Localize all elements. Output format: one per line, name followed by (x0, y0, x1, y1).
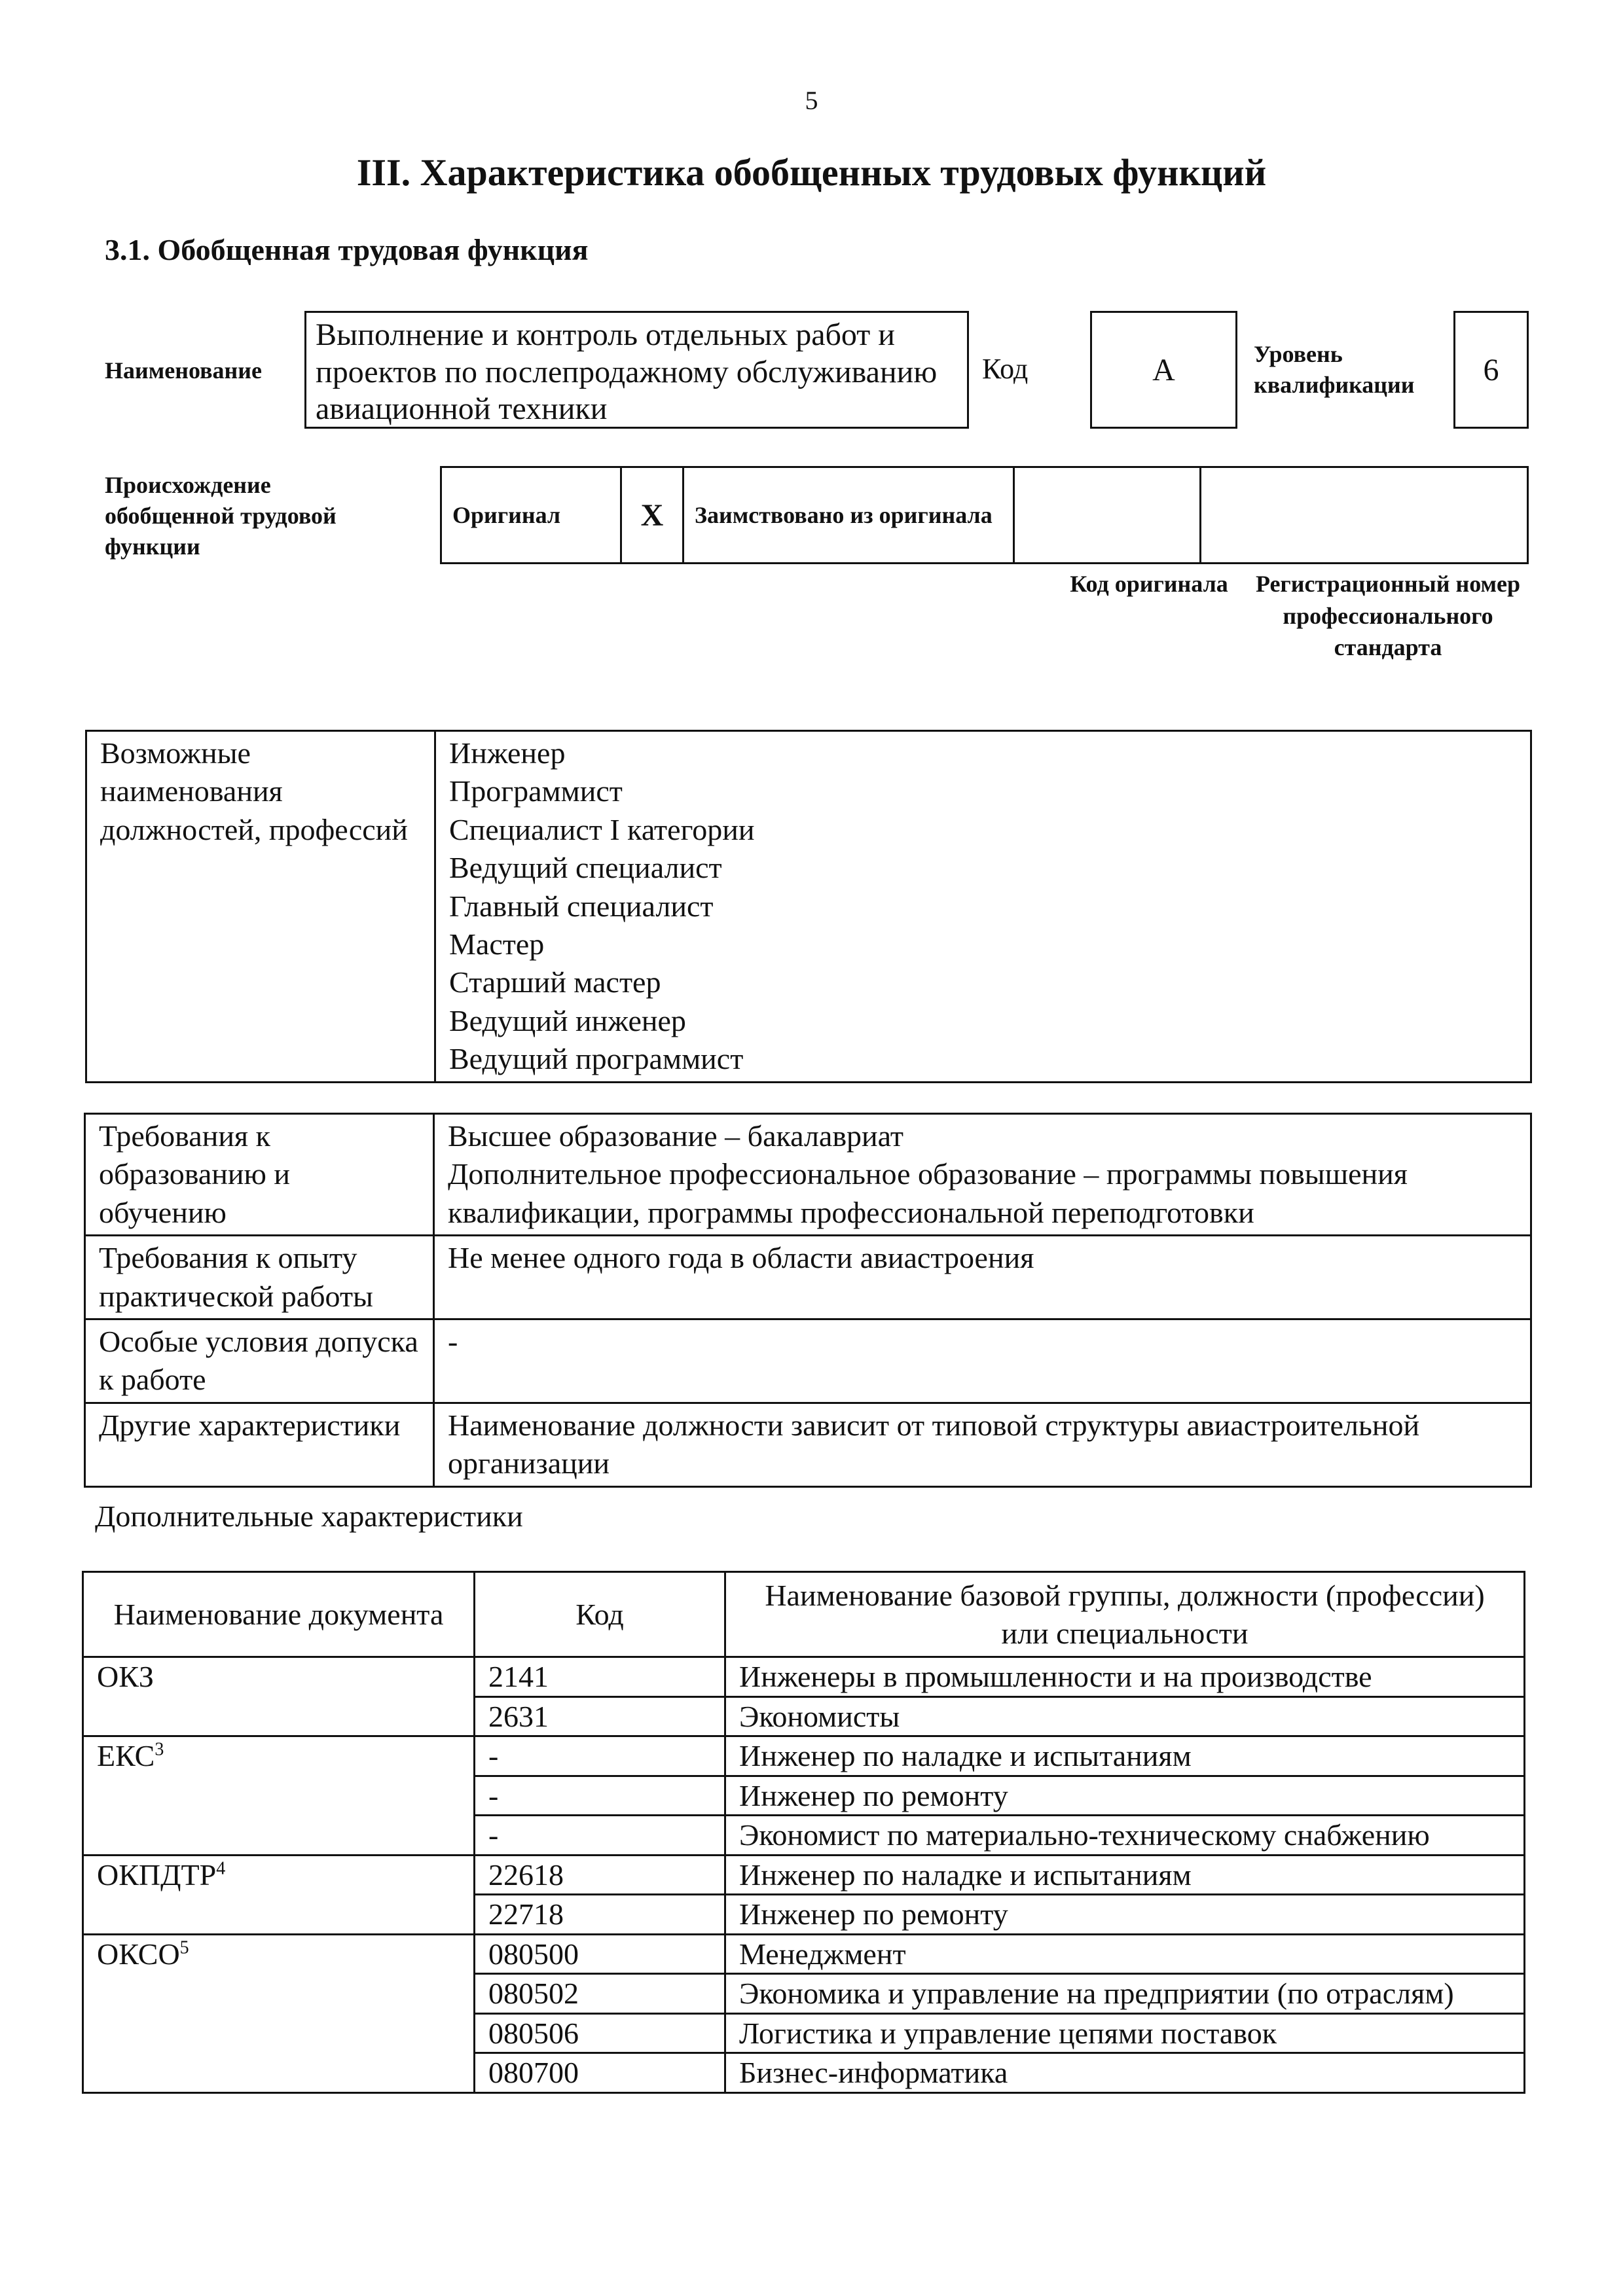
page-number: 5 (805, 86, 818, 115)
additional-heading: Дополнительные характеристики (95, 1499, 523, 1533)
requirement-label: Требования к образованию и обучению (85, 1114, 434, 1236)
document-name (83, 1934, 475, 2092)
function-name-box: Выполнение и контроль отдельных работ и проектов по послепродажному обслуживанию авиационной техники (304, 311, 969, 429)
list-item: Ведущий программист (449, 1042, 744, 1076)
original-code-cell (1014, 467, 1201, 564)
footnote-mark: 4 (216, 1858, 226, 1879)
list-item: Программист (449, 774, 623, 808)
document-name (83, 1736, 475, 1856)
requirement-line: Высшее образование – бакалавриат (448, 1119, 903, 1153)
positions-table (85, 730, 1532, 1083)
document-label: ОКЗ (97, 1660, 154, 1693)
document-label: ЕКС (97, 1739, 155, 1772)
code-cell: - (475, 1776, 725, 1816)
requirements-table (84, 1113, 1532, 1488)
table-row (83, 1934, 1525, 1974)
list-item: Ведущий инженер (449, 1003, 686, 1037)
requirement-value: Не менее одного года в области авиастроения (434, 1236, 1531, 1319)
footnote-mark: 5 (179, 1937, 189, 1958)
code-cell: 22618 (475, 1855, 725, 1895)
code-cell: 080500 (475, 1934, 725, 1974)
codes-table (82, 1571, 1525, 2094)
table-row (85, 1114, 1531, 1236)
table-row (85, 1403, 1531, 1486)
reg-number-cell (1201, 467, 1528, 564)
group-name-cell: Инженеры в промышленности и на производстве (725, 1657, 1525, 1697)
document-label: ОКСО (97, 1937, 180, 1971)
original-mark: X (621, 467, 684, 564)
group-name-cell: Бизнес-информатика (725, 2053, 1525, 2093)
origin-label: Происхождение обобщенной трудовой функции (105, 472, 337, 560)
group-name-cell: Менеджмент (725, 1934, 1525, 1974)
name-label: Наименование (105, 357, 262, 384)
code-cell: 22718 (475, 1895, 725, 1935)
requirement-line: Дополнительное профессиональное образование – программы повышения квалификации, программы профессиональной переподготовки (448, 1157, 1408, 1229)
requirement-label: Особые условия допуска к работе (85, 1319, 434, 1403)
group-name-cell: Экономист по материально-техническому снабжению (725, 1816, 1525, 1856)
code-cell: 2141 (475, 1657, 725, 1697)
group-name-cell: Экономисты (725, 1696, 1525, 1736)
code-cell: 080700 (475, 2053, 725, 2093)
group-name-cell: Экономика и управление на предприятии (по отраслям) (725, 1974, 1525, 2014)
positions-list (435, 731, 1531, 1083)
original-code-caption: Код оригинала (1070, 571, 1228, 597)
list-item: Главный специалист (449, 889, 714, 923)
list-item: Специалист I категории (449, 812, 755, 846)
code-cell: 080506 (475, 2013, 725, 2053)
positions-label: Возможные наименования должностей, профессий (86, 731, 435, 1083)
table-row (83, 1855, 1525, 1895)
original-label: Оригинал (441, 467, 621, 564)
subsection-title: 3.1. Обобщенная трудовая функция (105, 233, 589, 266)
table-row (83, 1657, 1525, 1697)
level-label: Уровень квалификации (1254, 341, 1415, 398)
requirement-label: Требования к опыту практической работы (85, 1236, 434, 1319)
document-name (83, 1657, 475, 1736)
table-row (85, 1236, 1531, 1319)
table-row (83, 1736, 1525, 1776)
group-name-cell: Инженер по наладке и испытаниям (725, 1736, 1525, 1776)
group-name-cell: Инженер по ремонту (725, 1776, 1525, 1816)
code-cell: - (475, 1736, 725, 1776)
requirement-value: Наименование должности зависит от типовой структуры авиастроительной организации (434, 1403, 1531, 1486)
footnote-mark: 3 (155, 1739, 164, 1760)
list-item: Старший мастер (449, 965, 661, 999)
group-name-cell: Инженер по ремонту (725, 1895, 1525, 1935)
list-item: Мастер (449, 927, 545, 961)
column-header: Наименование базовой группы, должности (профессии) или специальности (725, 1572, 1525, 1657)
code-cell: 2631 (475, 1696, 725, 1736)
list-item: Инженер (449, 736, 566, 770)
requirement-label: Другие характеристики (85, 1403, 434, 1486)
reg-number-caption: Регистрационный номер профессионального стандарта (1255, 571, 1521, 661)
list-item: Ведущий специалист (449, 851, 722, 885)
code-cell: - (475, 1816, 725, 1856)
section-title: III. Характеристика обобщенных трудовых функций (356, 151, 1267, 194)
document-label: ОКПДТР (97, 1857, 217, 1892)
column-header: Наименование документа (83, 1572, 475, 1657)
borrowed-label: Заимствовано из оригинала (684, 467, 1014, 564)
requirement-value (434, 1114, 1531, 1236)
group-name-cell: Логистика и управление цепями поставок (725, 2013, 1525, 2053)
requirement-value: - (434, 1319, 1531, 1403)
group-name-cell: Инженер по наладке и испытаниям (725, 1855, 1525, 1895)
table-header-row (83, 1572, 1525, 1657)
code-label: Код (982, 353, 1029, 385)
table-row (85, 1319, 1531, 1403)
column-header: Код (475, 1572, 725, 1657)
code-cell: 080502 (475, 1974, 725, 2014)
function-code-box: А (1090, 311, 1237, 429)
document-name (83, 1855, 475, 1934)
origin-table (440, 466, 1529, 564)
level-box: 6 (1453, 311, 1529, 429)
